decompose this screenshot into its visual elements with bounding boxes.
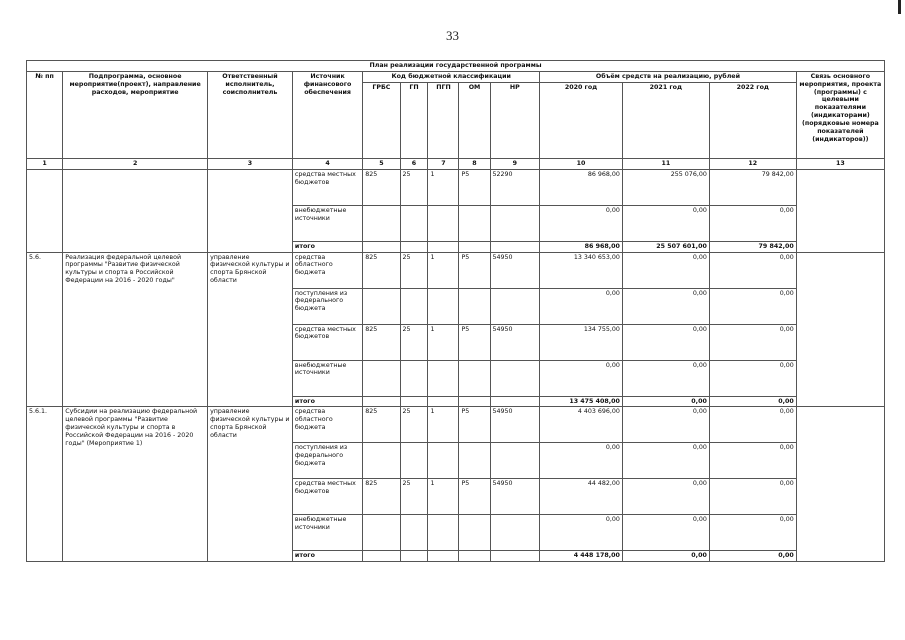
- pgp-code: 1: [428, 407, 459, 443]
- indicator-link: [796, 169, 884, 252]
- grbs-code: [363, 288, 400, 324]
- column-number: 11: [622, 158, 709, 169]
- nr-code: 52290: [490, 169, 540, 205]
- nr-code: 54950: [490, 252, 540, 288]
- grbs-code: 825: [363, 169, 400, 205]
- row-number: [27, 169, 63, 252]
- amount-2020: 0,00: [540, 360, 623, 396]
- column-number: 13: [796, 158, 884, 169]
- gp-code: [400, 205, 428, 241]
- grbs-code: [363, 360, 400, 396]
- om-code: [459, 515, 490, 551]
- amount-2020: 44 482,00: [540, 479, 623, 515]
- amount-2022: 79 842,00: [709, 241, 796, 252]
- gp-code: [400, 515, 428, 551]
- pgp-code: 1: [428, 324, 459, 360]
- edge-mark: [898, 0, 901, 14]
- header-2021: 2021 год: [622, 82, 709, 158]
- amount-2020: 4 403 696,00: [540, 407, 623, 443]
- funding-source: средства областного бюджета: [292, 407, 362, 443]
- nr-code: [490, 443, 540, 479]
- pgp-code: 1: [428, 169, 459, 205]
- funding-source: поступления из федерального бюджета: [292, 443, 362, 479]
- om-code: [459, 205, 490, 241]
- amount-2022: 0,00: [709, 515, 796, 551]
- column-number: 2: [63, 158, 208, 169]
- amount-2022: 0,00: [709, 252, 796, 288]
- nr-code: 54950: [490, 407, 540, 443]
- amount-2021: 0,00: [622, 407, 709, 443]
- amount-2020: 0,00: [540, 443, 623, 479]
- om-code: P5: [459, 252, 490, 288]
- header-gp: ГП: [400, 82, 428, 158]
- grbs-code: [363, 515, 400, 551]
- amount-2020: 134 755,00: [540, 324, 623, 360]
- funding-source: итого: [292, 241, 362, 252]
- funding-source: итого: [292, 396, 362, 407]
- om-code: [459, 396, 490, 407]
- amount-2021: 0,00: [622, 396, 709, 407]
- program-name: Субсидии на реализацию федеральной целевой программы "Развитие физической культуры и спорта в Российской Федерации на 2016 - 2020 годы" (Мероприятие 1): [63, 407, 208, 562]
- grbs-code: [363, 241, 400, 252]
- amount-2021: 0,00: [622, 443, 709, 479]
- pgp-code: 1: [428, 252, 459, 288]
- header-nr: НР: [490, 82, 540, 158]
- pgp-code: 1: [428, 479, 459, 515]
- amount-2022: 0,00: [709, 479, 796, 515]
- om-code: P5: [459, 479, 490, 515]
- header-row-1: [27, 71, 885, 82]
- column-number: 8: [459, 158, 490, 169]
- nr-code: [490, 551, 540, 562]
- funding-source: средства местных бюджетов: [292, 324, 362, 360]
- om-code: P5: [459, 407, 490, 443]
- amount-2020: 4 448 178,00: [540, 551, 623, 562]
- amount-2020: 86 968,00: [540, 169, 623, 205]
- executor-name: управление физической культуры и спорта Брянской области: [208, 252, 293, 407]
- amount-2022: 0,00: [709, 551, 796, 562]
- grbs-code: 825: [363, 252, 400, 288]
- header-program: Подпрограмма, основное мероприятие(проект), направление расходов, мероприятие: [63, 71, 208, 158]
- amount-2021: 25 507 601,00: [622, 241, 709, 252]
- gp-code: [400, 396, 428, 407]
- funding-row: [27, 252, 885, 288]
- header-source: Источник финансового обеспечения: [292, 71, 362, 158]
- amount-2022: 0,00: [709, 288, 796, 324]
- row-number: 5.6.1.: [27, 407, 63, 562]
- funding-row: [27, 407, 885, 443]
- program-name: [63, 169, 208, 252]
- pgp-code: [428, 443, 459, 479]
- grbs-code: [363, 551, 400, 562]
- header-grbs: ГРБС: [363, 82, 400, 158]
- gp-code: [400, 360, 428, 396]
- om-code: [459, 360, 490, 396]
- funding-row: [27, 169, 885, 205]
- row-number: 5.6.: [27, 252, 63, 407]
- funding-source: средства областного бюджета: [292, 252, 362, 288]
- column-number: 1: [27, 158, 63, 169]
- table-title: План реализации государственной программы: [27, 61, 885, 72]
- implementation-plan-table: [26, 60, 885, 562]
- nr-code: [490, 515, 540, 551]
- amount-2021: 0,00: [622, 252, 709, 288]
- amount-2020: 13 475 408,00: [540, 396, 623, 407]
- amount-2020: 86 968,00: [540, 241, 623, 252]
- funding-source: средства местных бюджетов: [292, 479, 362, 515]
- amount-2022: 0,00: [709, 360, 796, 396]
- nr-code: 54950: [490, 324, 540, 360]
- table-title-row: [27, 61, 885, 72]
- amount-2021: 0,00: [622, 515, 709, 551]
- amount-2021: 0,00: [622, 288, 709, 324]
- amount-2022: 0,00: [709, 324, 796, 360]
- amount-2022: 0,00: [709, 205, 796, 241]
- funding-source: средства местных бюджетов: [292, 169, 362, 205]
- indicator-link: [796, 407, 884, 562]
- executor-name: управление физической культуры и спорта Брянской области: [208, 407, 293, 562]
- pgp-code: [428, 551, 459, 562]
- amount-2021: 0,00: [622, 551, 709, 562]
- column-number: 5: [363, 158, 400, 169]
- gp-code: [400, 288, 428, 324]
- header-om: ОМ: [459, 82, 490, 158]
- gp-code: [400, 241, 428, 252]
- amount-2020: 0,00: [540, 288, 623, 324]
- column-number: 9: [490, 158, 540, 169]
- funding-source: внебюджетные источники: [292, 205, 362, 241]
- om-code: [459, 288, 490, 324]
- grbs-code: 825: [363, 407, 400, 443]
- gp-code: 25: [400, 407, 428, 443]
- funding-source: внебюджетные источники: [292, 360, 362, 396]
- header-volume: Объём средств на реализацию, рублей: [540, 71, 797, 82]
- header-budget-code: Код бюджетной классификации: [363, 71, 540, 82]
- om-code: P5: [459, 324, 490, 360]
- header-pgp: ПГП: [428, 82, 459, 158]
- indicator-link: [796, 252, 884, 407]
- column-number: 6: [400, 158, 428, 169]
- amount-2021: 0,00: [622, 360, 709, 396]
- column-number-row: [27, 158, 885, 169]
- gp-code: 25: [400, 169, 428, 205]
- amount-2022: 79 842,00: [709, 169, 796, 205]
- nr-code: [490, 396, 540, 407]
- amount-2021: 0,00: [622, 324, 709, 360]
- pgp-code: [428, 288, 459, 324]
- gp-code: [400, 551, 428, 562]
- gp-code: 25: [400, 479, 428, 515]
- amount-2020: 0,00: [540, 205, 623, 241]
- nr-code: 54950: [490, 479, 540, 515]
- header-2020: 2020 год: [540, 82, 623, 158]
- om-code: [459, 241, 490, 252]
- funding-source: итого: [292, 551, 362, 562]
- om-code: [459, 443, 490, 479]
- page-number: 33: [446, 28, 459, 43]
- amount-2022: 0,00: [709, 407, 796, 443]
- pgp-code: [428, 515, 459, 551]
- amount-2020: 13 340 653,00: [540, 252, 623, 288]
- pgp-code: [428, 396, 459, 407]
- amount-2022: 0,00: [709, 443, 796, 479]
- nr-code: [490, 241, 540, 252]
- column-number: 7: [428, 158, 459, 169]
- amount-2021: 0,00: [622, 205, 709, 241]
- column-number: 4: [292, 158, 362, 169]
- grbs-code: 825: [363, 324, 400, 360]
- gp-code: [400, 443, 428, 479]
- pgp-code: [428, 241, 459, 252]
- nr-code: [490, 288, 540, 324]
- column-number: 3: [208, 158, 293, 169]
- header-2022: 2022 год: [709, 82, 796, 158]
- column-number: 10: [540, 158, 623, 169]
- nr-code: [490, 360, 540, 396]
- grbs-code: 825: [363, 479, 400, 515]
- amount-2022: 0,00: [709, 396, 796, 407]
- pgp-code: [428, 205, 459, 241]
- amount-2021: 255 076,00: [622, 169, 709, 205]
- grbs-code: [363, 443, 400, 479]
- header-executor: Ответственный исполнитель, соисполнитель: [208, 71, 293, 158]
- grbs-code: [363, 396, 400, 407]
- amount-2020: 0,00: [540, 515, 623, 551]
- om-code: [459, 551, 490, 562]
- amount-2021: 0,00: [622, 479, 709, 515]
- nr-code: [490, 205, 540, 241]
- program-name: Реализация федеральной целевой программы "Развитие физической культуры и спорта в Российской Федерации на 2016 - 2020 годы": [63, 252, 208, 407]
- funding-source: внебюджетные источники: [292, 515, 362, 551]
- executor-name: [208, 169, 293, 252]
- column-number: 12: [709, 158, 796, 169]
- header-link: Связь основного мероприятия, проекта (программы) с целевыми показателями (индикаторами) (порядковые номера показателей (индикаторов)): [796, 71, 884, 158]
- header-num: № пп: [27, 71, 63, 158]
- pgp-code: [428, 360, 459, 396]
- funding-source: поступления из федерального бюджета: [292, 288, 362, 324]
- om-code: P5: [459, 169, 490, 205]
- gp-code: 25: [400, 252, 428, 288]
- gp-code: 25: [400, 324, 428, 360]
- grbs-code: [363, 205, 400, 241]
